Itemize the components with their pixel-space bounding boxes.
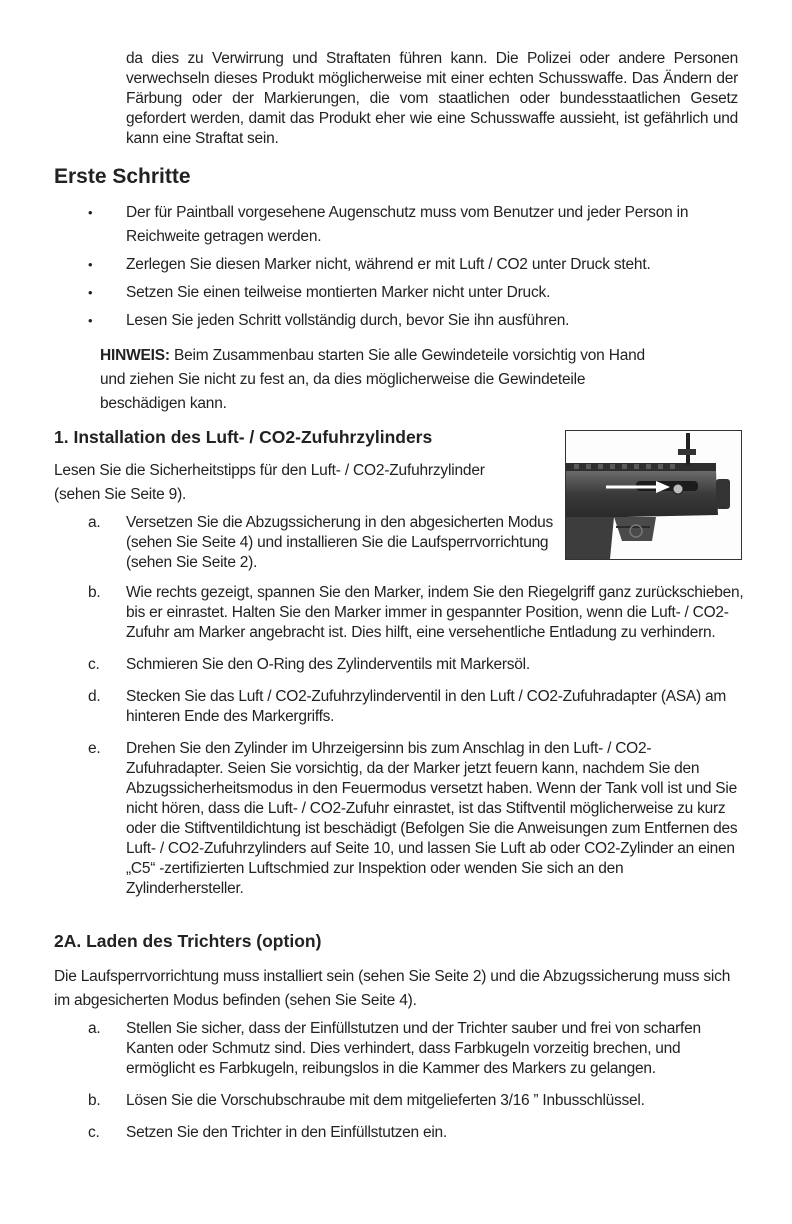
- bullet-icon: •: [88, 205, 93, 220]
- list-item: • Zerlegen Sie diesen Marker nicht, während er mit Luft / CO2 unter Druck steht.: [54, 253, 744, 277]
- step-label: b.: [88, 584, 101, 601]
- note-text: Beim Zusammenbau starten Sie alle Gewindeteile vorsichtig von Hand und ziehen Sie nicht zu fest an, da dies möglicherweise die Gewindeteile beschädigen kann.: [100, 347, 645, 412]
- step-label: e.: [88, 740, 101, 757]
- step-label: a.: [88, 514, 101, 531]
- section-title-trichter: 2A. Laden des Trichters (option): [54, 931, 322, 951]
- step-text: Schmieren Sie den O-Ring des Zylinderventils mit Markersöl.: [126, 656, 530, 673]
- step-label: c.: [88, 656, 100, 673]
- installation-intro: Lesen Sie die Sicherheitstipps für den Luft- / CO2-Zufuhrzylinder (sehen Sie Seite 9).: [54, 462, 485, 503]
- intro-paragraph: da dies zu Verwirrung und Straftaten führen kann. Die Polizei oder andere Personen verwechseln dieses Produkt möglicherweise mit einer echten Schusswaffe. Das Ändern der Färbung oder der Markierungen, die vom staatlichen oder bundesstaatlichen Gesetz gefordert werden, damit das Produkt eher wie eine Schusswaffe aussieht, ist gefährlich und kann eine Straftat sein.: [126, 50, 738, 147]
- step-text: Stellen Sie sicher, dass der Einfüllstutzen und der Trichter sauber und frei von scharfen Kanten oder Schmutz sind. Dies verhindert, dass Farbkugeln vorzeitig brechen, und ermöglicht es Farbkugeln, reibungslos in die Kammer des Markers zu gelangen.: [126, 1020, 701, 1077]
- list-item: [54, 739, 744, 899]
- step-text: Drehen Sie den Zylinder im Uhrzeigersinn bis zum Anschlag in den Luft- / CO2-Zufuhradapter. Seien Sie vorsichtig, da der Marker jetzt feuern kann, nachdem Sie den Abzugssicherheitsmodus in den Feuermodus versetzt haben. Wenn der Tank voll ist und Sie nicht hören, dass die Luft- / CO2-Zufuhr einrastet, ist das Stiftventil möglicherweise zu kurz oder die Stiftventildichtung ist beschädigt (Befolgen Sie die Anweisungen zum Entfernen des Luft- / CO2-Zufuhrzylinders auf Seite 10, und lassen Sie Luft ab oder CO2-Zylinder an einen „C5“ -zertifizierten Luftschmied zur Inspektion oder wenden Sie sich an den Zylinderhersteller.: [126, 740, 738, 897]
- list-item: [54, 655, 744, 675]
- bullet-icon: •: [88, 313, 93, 328]
- section-title-installation: 1. Installation des Luft- / CO2-Zufuhrzylinders: [54, 427, 433, 447]
- step-label: d.: [88, 688, 101, 705]
- safety-bullet-list: [54, 201, 744, 337]
- trichter-steps: [54, 1019, 744, 1143]
- list-item: [54, 1019, 744, 1079]
- step-text: Lösen Sie die Vorschubschraube mit dem mitgelieferten 3/16 ” Inbusschlüssel.: [126, 1092, 645, 1109]
- step-text: Setzen Sie den Trichter in den Einfüllstutzen ein.: [126, 1124, 447, 1141]
- installation-steps: [54, 583, 744, 899]
- list-item: • Der für Paintball vorgesehene Augenschutz muss vom Benutzer und jeder Person in Reichweite getragen werden.: [54, 201, 744, 249]
- bullet-icon: •: [88, 257, 93, 272]
- marker-cocking-photo: [565, 430, 742, 560]
- step-label: a.: [88, 1020, 101, 1037]
- list-item: [54, 513, 554, 573]
- bullet-icon: •: [88, 285, 93, 300]
- section-title-erste-schritte: Erste Schritte: [54, 165, 191, 188]
- step-label: c.: [88, 1124, 100, 1141]
- list-item: [54, 1123, 744, 1143]
- step-text: Stecken Sie das Luft / CO2-Zufuhrzylinderventil in den Luft / CO2-Zufuhradapter (ASA) am hinteren Ende des Markergriffs.: [126, 688, 727, 725]
- list-item: • Setzen Sie einen teilweise montierten Marker nicht unter Druck.: [54, 281, 744, 305]
- list-item: [54, 687, 744, 727]
- step-text: Versetzen Sie die Abzugssicherung in den abgesicherten Modus (sehen Sie Seite 4) und installieren Sie die Laufsperrvorrichtung (sehen Sie Seite 2).: [126, 514, 554, 571]
- note-label: HINWEIS:: [100, 347, 170, 364]
- step-text: Wie rechts gezeigt, spannen Sie den Marker, indem Sie den Riegelgriff ganz zurückschieben, bis er einrastet. Halten Sie den Marker immer in gespannter Position, wenn die Luft- / CO2-Zufuhr am Marker angebracht ist. Dies hilft, eine versehentliche Entladung zu verhindern.: [126, 584, 744, 641]
- list-item: • Lesen Sie jeden Schritt vollständig durch, bevor Sie ihn ausführen.: [54, 309, 744, 333]
- list-item: [54, 1091, 744, 1111]
- note-block: [100, 344, 660, 416]
- list-item: [54, 583, 744, 643]
- step-label: b.: [88, 1092, 101, 1109]
- trichter-intro: Die Laufsperrvorrichtung muss installiert sein (sehen Sie Seite 2) und die Abzugssicherung muss sich im abgesicherten Modus befinden (sehen Sie Seite 4).: [54, 968, 731, 1009]
- installation-steps-top: [54, 513, 554, 573]
